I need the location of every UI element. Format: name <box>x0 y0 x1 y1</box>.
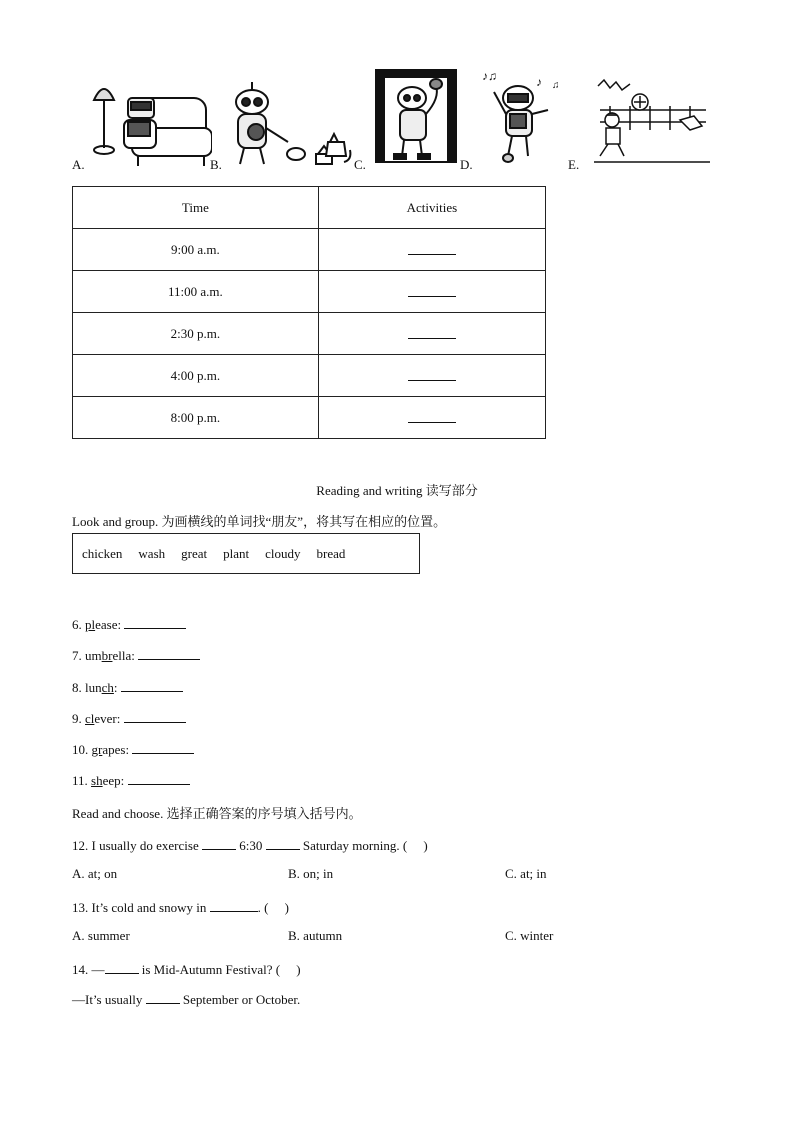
time-cell: 8:00 p.m. <box>73 397 319 439</box>
answer-blank[interactable] <box>408 408 456 423</box>
question-7: 7. umbrella: <box>72 647 200 664</box>
choose-instruction: Read and choose. 选择正确答案的序号填入括号内。 <box>72 806 362 821</box>
table-row <box>73 229 546 271</box>
question-8: 8. lunch: <box>72 679 183 696</box>
time-header: Time <box>73 187 319 229</box>
option-c[interactable]: C. winter <box>505 928 554 943</box>
answer-blank[interactable] <box>408 324 456 339</box>
option-b[interactable]: B. autumn <box>288 928 343 943</box>
option-a[interactable]: A. summer <box>72 928 130 943</box>
activity-cell <box>318 229 545 271</box>
picture-a-label: A. <box>72 157 85 172</box>
table-row <box>73 397 546 439</box>
time-cell: 9:00 a.m. <box>73 229 319 271</box>
picture-e-label: E. <box>568 157 580 172</box>
activity-cell <box>318 397 545 439</box>
table-header-row <box>73 187 546 229</box>
question-14-answer: —It’s usually September or October. <box>72 992 301 1007</box>
time-cell: 2:30 p.m. <box>73 313 319 355</box>
question-14: 14. — is Mid-Autumn Festival? ( ) <box>72 962 301 977</box>
robot-reading-on-sofa-icon <box>88 78 212 170</box>
svg-text:♪: ♪ <box>536 75 542 89</box>
answer-blank[interactable] <box>408 240 456 255</box>
word-item: chicken <box>82 545 123 561</box>
answer-blank[interactable] <box>202 837 236 850</box>
answer-blank[interactable] <box>124 710 186 723</box>
time-cell: 4:00 p.m. <box>73 355 319 397</box>
group-instruction: Look and group. 为画横线的单词找“朋友”，将其写在相应的位置。 <box>72 514 447 529</box>
question-10: 10. grapes: <box>72 741 194 758</box>
question-11: 11. sheep: <box>72 772 190 789</box>
word-item: great <box>181 545 208 561</box>
option-c[interactable]: C. at; in <box>505 866 547 881</box>
svg-text:♫: ♫ <box>552 80 560 91</box>
picture-d-label: D. <box>460 157 473 172</box>
question-6: 6. please: <box>72 616 186 633</box>
question-9: 9. clever: <box>72 710 186 727</box>
answer-blank[interactable] <box>138 647 200 660</box>
question-12: 12. I usually do exercise 6:30 Saturday morning. ( ) <box>72 838 428 853</box>
answer-blank[interactable] <box>146 991 180 1004</box>
answer-blank[interactable] <box>408 366 456 381</box>
word-item: wash <box>138 545 166 561</box>
section-title: Reading and writing 读写部分 <box>316 483 478 498</box>
table-row <box>73 271 546 313</box>
picture-b-label: B. <box>210 157 222 172</box>
answer-blank[interactable] <box>105 961 139 974</box>
time-cell: 11:00 a.m. <box>73 271 319 313</box>
svg-text:♪♫: ♪♫ <box>482 69 497 83</box>
word-item: plant <box>223 545 250 561</box>
option-b[interactable]: B. on; in <box>288 866 334 881</box>
answer-blank[interactable] <box>128 772 190 785</box>
activity-cell <box>318 271 545 313</box>
word-item: cloudy <box>265 545 301 561</box>
answer-blank[interactable] <box>132 741 194 754</box>
answer-blank[interactable] <box>124 616 186 629</box>
robot-singing-dancing-icon <box>478 66 562 166</box>
robot-cleaning-window-icon <box>374 68 460 166</box>
option-a[interactable]: A. at; on <box>72 866 118 881</box>
activity-cell <box>318 313 545 355</box>
table-row <box>73 313 546 355</box>
word-box <box>72 533 420 574</box>
answer-blank[interactable] <box>266 837 300 850</box>
question-13: 13. It’s cold and snowy in . ( ) <box>72 900 289 915</box>
schedule-table <box>72 186 546 439</box>
robot-feeding-cat-icon <box>226 80 356 170</box>
picture-c-label: C. <box>354 157 366 172</box>
activity-cell <box>318 355 545 397</box>
activities-header: Activities <box>318 187 545 229</box>
word-item: bread <box>316 545 346 561</box>
answer-blank[interactable] <box>121 679 183 692</box>
answer-blank[interactable] <box>210 899 258 912</box>
boy-playing-football-icon <box>590 76 716 166</box>
answer-blank[interactable] <box>408 282 456 297</box>
table-row <box>73 355 546 397</box>
